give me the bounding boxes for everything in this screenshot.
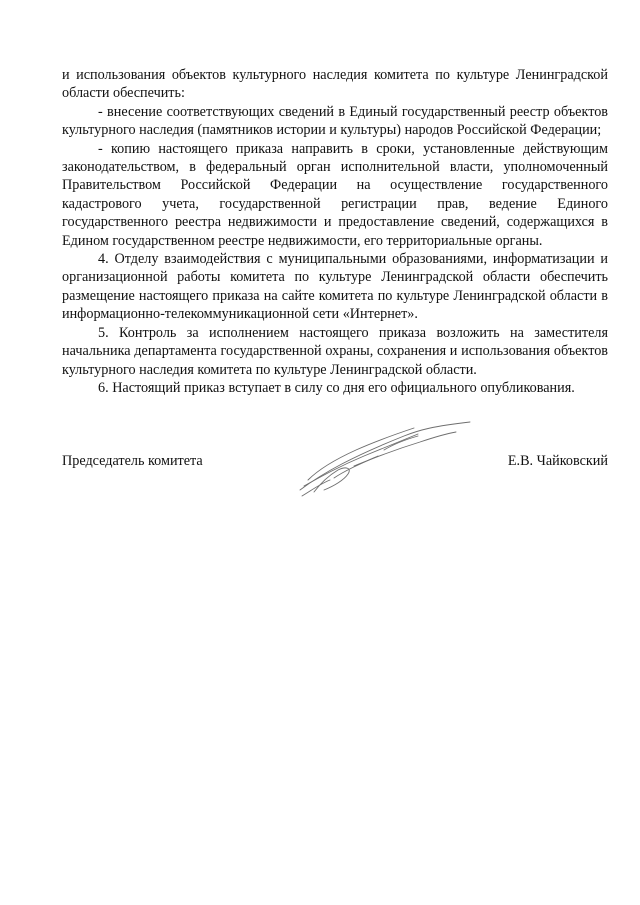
signatory-title: Председатель комитета [62,453,203,469]
paragraph-item-4: 4. Отделу взаимодействия с муниципальными образованиями, информатизации и организационной работы комитета по культуре Ленинградской области обеспечить размещение настоящего приказа на сайте комитета по культуре Ленинградской области в информационно-телекоммуникационной сети «Интернет». [62,251,608,323]
paragraph-item-6: 6. Настоящий приказ вступает в силу со дня его официального опубликования. [98,379,575,396]
document-body [62,66,608,397]
paragraph-registry-entry: - внесение соответствующих сведений в Единый государственный реестр объектов культурного наследия (памятников истории и культуры) народов Российской Федерации; [62,103,608,139]
signature-block [62,448,608,528]
paragraph-copy-order: - копию настоящего приказа направить в сроки, установленные действующим законодательством, в федеральный орган исполнительной власти, уполномоченный Правительством Российской Федерации на осуществление государственного кадастрового учета, государственной регистрации прав, ведение Единого государственного реестра недвижимости и предоставление сведений, содержащихся в Едином государственном реестре недвижимости, его территориальные органы. [62,140,608,249]
signatory-name: Е.В. Чайковский [507,453,608,469]
handwritten-signature [294,420,474,500]
paragraph-continuation: и использования объектов культурного наследия комитета по культуре Ленинградской области обеспечить: [62,67,608,102]
paragraph-item-5: 5. Контроль за исполнением настоящего приказа возложить на заместителя начальника департамента государственной охраны, сохранения и использования объектов культурного наследия комитета по культуре Ленинградской области. [62,324,608,378]
